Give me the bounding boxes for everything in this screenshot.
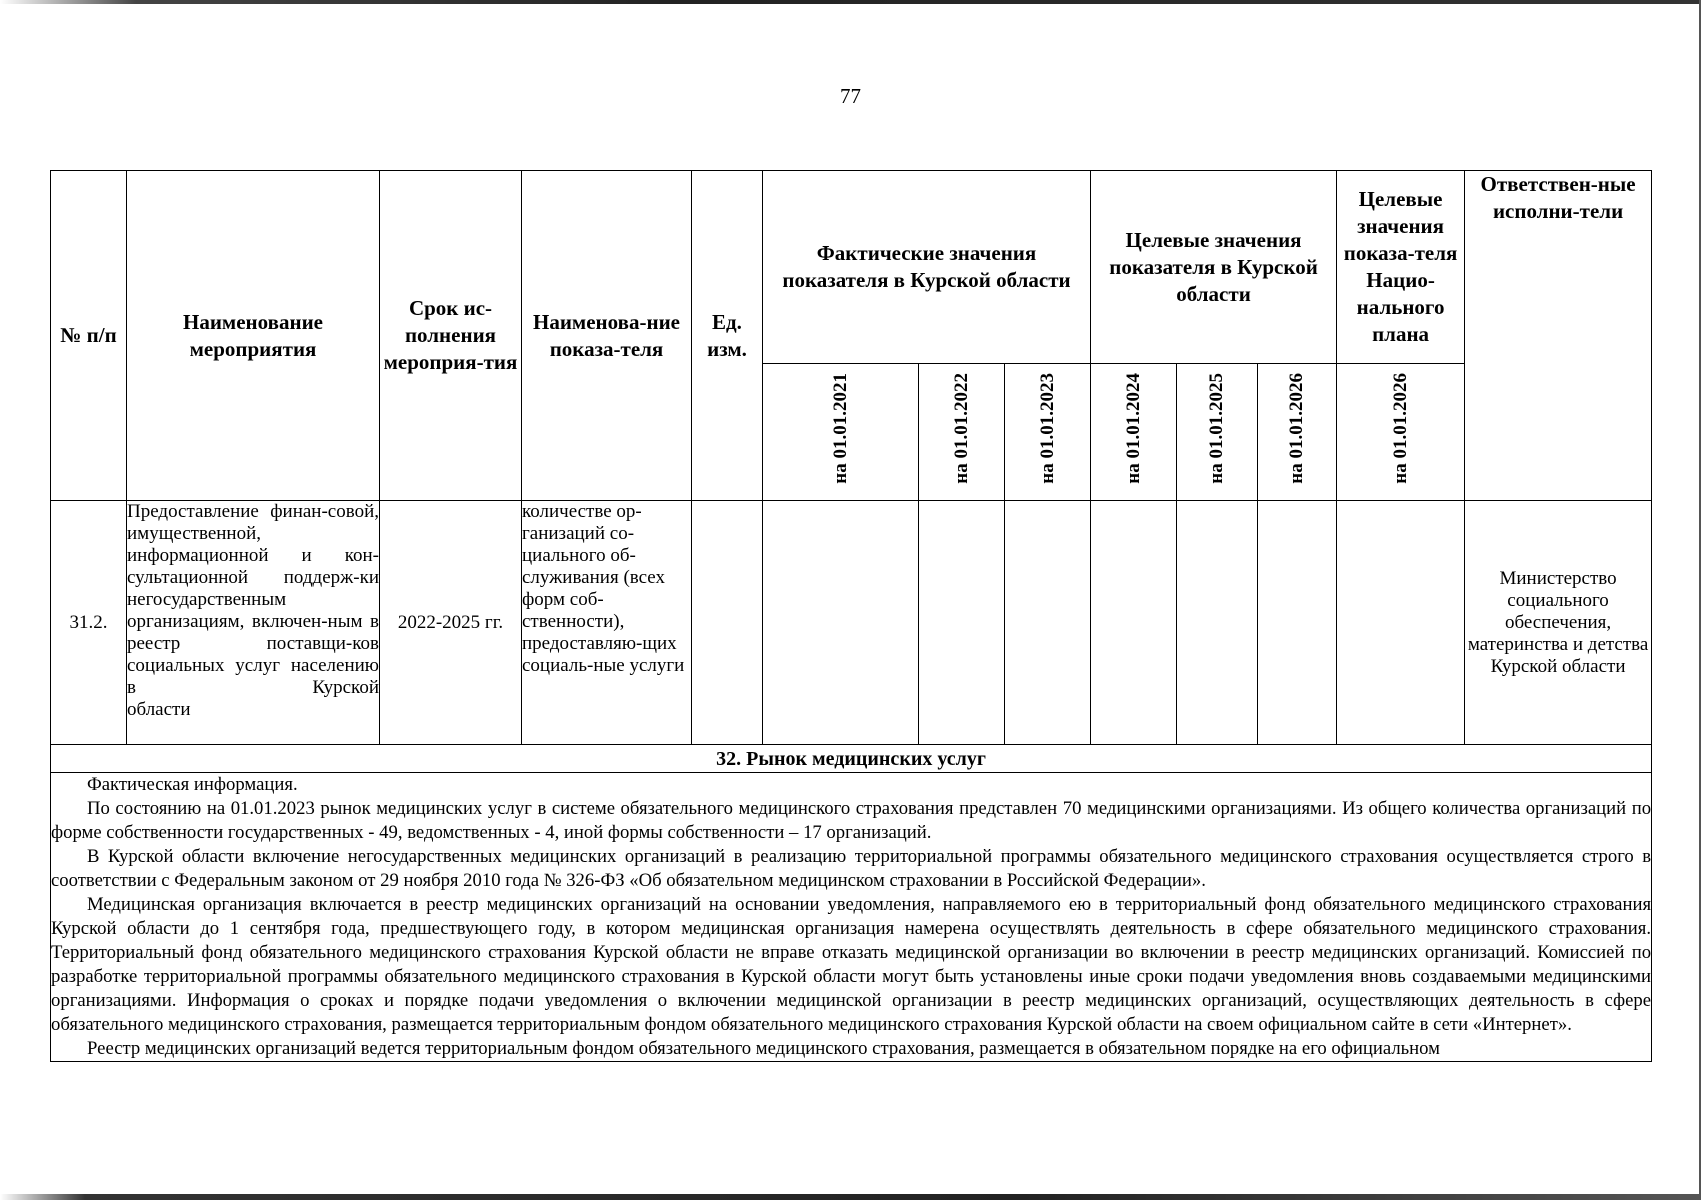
section-body xyxy=(51,773,1652,1062)
header-responsible: Ответствен-ные исполни-тели xyxy=(1465,171,1652,501)
row-value-2026 xyxy=(1258,501,1337,745)
paragraph-factual-info: Фактическая информация. xyxy=(87,774,298,795)
row-number: 31.2. xyxy=(51,501,127,745)
paragraph-registry-inclusion: Медицинская организация включается в реестр медицинских организаций на основании уведомления, направляемого ею в территориальный фонд обязательного медицинского страхования Курской области до 1 сентября года, предшествующего году, в котором медицинская организация намерена осуществлять деятельность в сфере обязательного медицинского страхования. Территориальный фонд обязательного медицинского страхования Курской области не вправе отказать медицинской организации во включении в реестр медицинских организаций. Комиссией по разработке территориальной программы обязательного медицинского страхования в Курской области могут быть установлены иные сроки подачи уведомления вновь создаваемыми медицинскими организациями. Информация о сроках и порядке подачи уведомления о включении медицинской организации в реестр медицинских организаций, осуществляющих деятельность в сфере обязательного медицинского страхования, размещается территориальным фондом обязательного медицинского страхования Курской области на своем официальном сайте в сети «Интернет». xyxy=(51,894,1652,1035)
page-number: 77 xyxy=(840,84,861,108)
row-deadline: 2022-2025 гг. xyxy=(380,501,522,745)
section-body-row xyxy=(51,773,1652,1062)
header-date-2021-text: на 01.01.2021 xyxy=(829,373,851,484)
header-date-2023-text: на 01.01.2023 xyxy=(1036,373,1058,484)
scan-edge-top xyxy=(0,0,1701,4)
row-indicator: количестве ор-ганизаций со-циального об-служивания (всех форм соб-ственности), предоставляю-щих социаль-ные услуги xyxy=(522,501,692,745)
header-date-2026 xyxy=(1258,364,1337,501)
header-date-2021 xyxy=(763,364,919,501)
header-date-2026-national-text: на 01.01.2026 xyxy=(1389,373,1411,484)
scan-edge-bottom xyxy=(0,1194,1701,1200)
row-value-2021 xyxy=(763,501,919,745)
header-row-1 xyxy=(51,171,1652,364)
row-unit xyxy=(692,501,763,745)
header-date-2024 xyxy=(1091,364,1177,501)
header-date-2024-text: на 01.01.2024 xyxy=(1122,373,1144,484)
header-date-2025 xyxy=(1177,364,1258,501)
paragraph-status: По состоянию на 01.01.2023 рынок медицинских услуг в системе обязательного медицинского страхования представлен 70 медицинскими организациями. Из общего количества организаций по форме собственности государственных - 49, ведомственных - 4, иной формы собственности – 17 организаций. xyxy=(51,798,1652,843)
header-actual-values: Фактические значения показателя в Курской области xyxy=(763,171,1091,364)
row-value-national-2026 xyxy=(1337,501,1465,745)
header-date-2022-text: на 01.01.2022 xyxy=(950,373,972,484)
row-event-text: Предоставление финан-совой, имущественной, информационной и кон-сультационной поддерж-ки негосударственным организациям, включен-ным в реестр поставщи-ков социальных услуг населению в Курской xyxy=(127,501,379,698)
header-num: № п/п xyxy=(51,171,127,501)
section-row xyxy=(51,745,1652,773)
header-national-target: Целевые значения показа-теля Нацио-нального плана xyxy=(1337,171,1465,364)
header-date-2023 xyxy=(1005,364,1091,501)
measures-table xyxy=(50,170,1652,1062)
paragraph-registry-maintenance: Реестр медицинских организаций ведется территориальным фондом обязательного медицинского страхования, размещается в обязательном порядке на его официальном xyxy=(87,1038,1440,1059)
header-unit: Ед. изм. xyxy=(692,171,763,501)
table-row xyxy=(51,501,1652,745)
row-responsible: Министерство социального обеспечения, материнства и детства Курской области xyxy=(1465,501,1652,745)
row-event xyxy=(127,501,380,745)
header-indicator: Наименова-ние показа-теля xyxy=(522,171,692,501)
row-value-2025 xyxy=(1177,501,1258,745)
row-event-text-last: области xyxy=(127,699,191,720)
header-date-2026-text: на 01.01.2026 xyxy=(1286,373,1308,484)
header-date-2025-text: на 01.01.2025 xyxy=(1206,373,1228,484)
header-event: Наименование мероприятия xyxy=(127,171,380,501)
row-value-2023 xyxy=(1005,501,1091,745)
header-target-values: Целевые значения показателя в Курской области xyxy=(1091,171,1337,364)
header-date-2026-national xyxy=(1337,364,1465,501)
header-date-2022 xyxy=(919,364,1005,501)
row-value-2024 xyxy=(1091,501,1177,745)
row-value-2022 xyxy=(919,501,1005,745)
header-deadline: Срок ис-полнения мероприя-тия xyxy=(380,171,522,501)
paragraph-law: В Курской области включение негосударственных медицинских организаций в реализацию территориальной программы обязательного медицинского страхования осуществляется строго в соответствии с Федеральным законом от 29 ноября 2010 года № 326-ФЗ «Об обязательном медицинском страховании в Российской Федерации». xyxy=(51,846,1652,891)
section-title: 32. Рынок медицинских услуг xyxy=(51,745,1652,773)
